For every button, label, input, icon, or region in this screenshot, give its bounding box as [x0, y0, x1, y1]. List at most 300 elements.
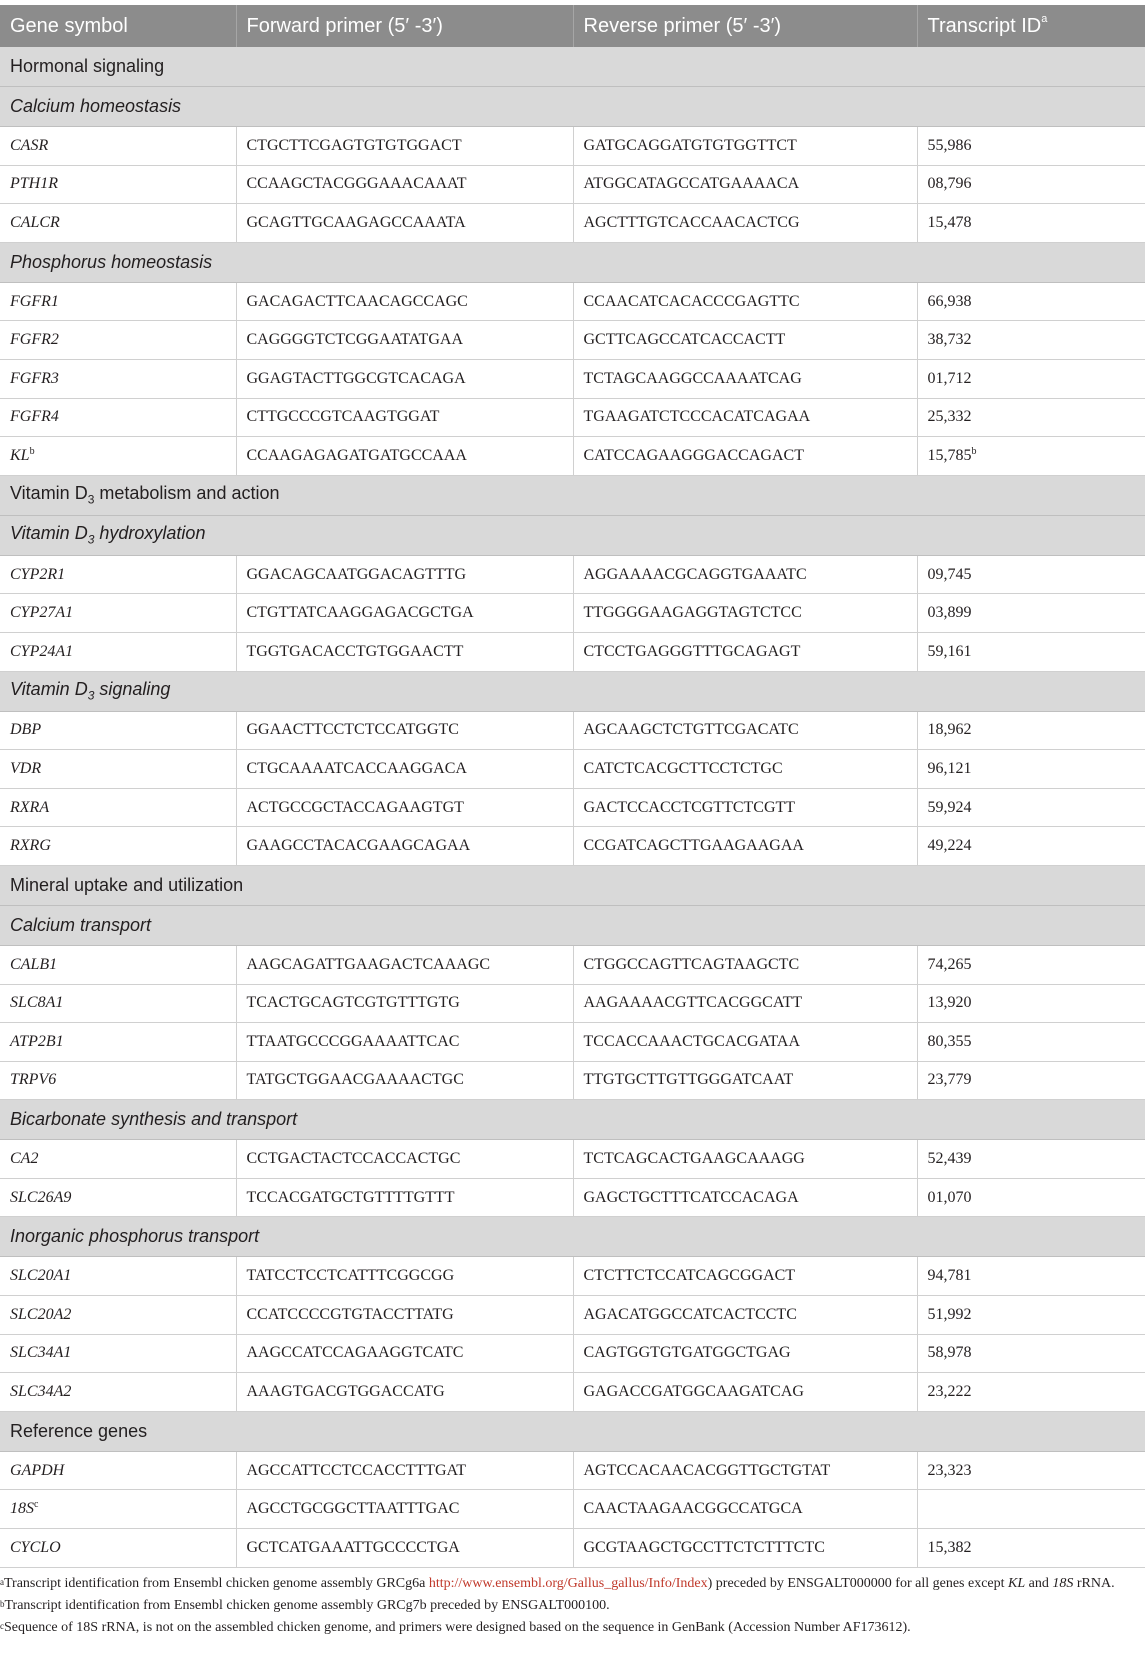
transcript-id-cell — [917, 1334, 1145, 1373]
transcript-id-cell — [917, 750, 1145, 789]
forward-primer-cell — [236, 127, 573, 166]
table-row — [0, 1451, 1145, 1490]
reverse-primer-cell — [573, 1451, 917, 1490]
header-transcript-id-label: Transcript ID — [927, 14, 1042, 37]
forward-primer: TCCACGATGCTGTTTTGTTT — [246, 1188, 455, 1206]
footnote-b-mark: b — [0, 1598, 5, 1609]
transcript-id-cell — [917, 945, 1145, 984]
gene-symbol: SLC34A1 — [10, 1344, 72, 1362]
gene-symbol-cell — [0, 1061, 236, 1100]
table-row — [0, 555, 1145, 594]
table-row — [0, 1140, 1145, 1179]
footnote-a-text-3: and — [1025, 1575, 1053, 1591]
forward-primer: GGACAGCAATGGACAGTTTG — [246, 565, 467, 583]
forward-primer: ACTGCCGCTACCAGAAGTGT — [246, 798, 464, 816]
transcript-id-cell — [917, 1257, 1145, 1296]
reverse-primer: TCCACCAAACTGCACGATAA — [583, 1032, 801, 1050]
footnotes — [0, 1568, 1145, 1638]
table-row — [0, 204, 1145, 243]
transcript-id: 25,332 — [927, 408, 972, 426]
gene-symbol-cell — [0, 1140, 236, 1179]
table-row — [0, 1334, 1145, 1373]
gene-symbol-cell — [0, 1023, 236, 1062]
header-forward-primer — [236, 5, 573, 47]
subsection-heading — [0, 1217, 1145, 1257]
heading-text: Bicarbonate synthesis and transport — [10, 1109, 298, 1130]
subsection-row — [0, 242, 1145, 282]
table-row — [0, 437, 1145, 476]
gene-symbol: TRPV6 — [10, 1071, 57, 1089]
gene-symbol-cell — [0, 165, 236, 204]
reverse-primer-cell — [573, 282, 917, 321]
heading-text: Reference genes — [10, 1420, 148, 1441]
gene-symbol-cell — [0, 711, 236, 750]
heading-text-continued: signaling — [94, 679, 171, 700]
footnote-c-mark: c — [0, 1620, 4, 1631]
gene-symbol: SLC26A9 — [10, 1188, 72, 1206]
gene-symbol: SLC20A2 — [10, 1305, 72, 1323]
forward-primer-cell — [236, 827, 573, 866]
forward-primer: TCACTGCAGTCGTGTTTGTG — [246, 994, 460, 1012]
reverse-primer: GAGACCGATGGCAAGATCAG — [583, 1383, 804, 1401]
transcript-id-cell — [917, 555, 1145, 594]
gene-symbol-footnote-mark: b — [29, 445, 35, 457]
reverse-primer: AGCAAGCTCTGTTCGACATC — [583, 721, 799, 739]
reverse-primer-cell — [573, 204, 917, 243]
reverse-primer-cell — [573, 945, 917, 984]
transcript-id: 15,382 — [927, 1538, 972, 1556]
heading-text: Phosphorus homeostasis — [10, 251, 213, 272]
header-reverse-primer-label: Reverse primer (5′ -3′) — [583, 14, 782, 37]
header-row — [0, 5, 1145, 47]
section-row — [0, 47, 1145, 87]
forward-primer-cell — [236, 282, 573, 321]
transcript-id: 38,732 — [927, 331, 972, 349]
footnote-c — [0, 1618, 1145, 1638]
subsection-row — [0, 1217, 1145, 1257]
subsection-row — [0, 87, 1145, 127]
reverse-primer-cell — [573, 1490, 917, 1529]
heading-subscript: 3 — [87, 533, 95, 548]
transcript-id-cell — [917, 1373, 1145, 1412]
gene-symbol: ATP2B1 — [10, 1032, 64, 1050]
forward-primer: TATGCTGGAACGAAAACTGC — [246, 1071, 464, 1089]
gene-symbol-cell — [0, 632, 236, 671]
gene-symbol: CYCLO — [10, 1538, 61, 1556]
subsection-heading — [0, 87, 1145, 127]
reverse-primer-cell — [573, 594, 917, 633]
transcript-id: 55,986 — [927, 136, 972, 154]
heading-text: Hormonal signaling — [10, 56, 165, 76]
gene-symbol: VDR — [10, 759, 42, 777]
forward-primer: GGAGTACTTGGCGTCACAGA — [246, 369, 466, 387]
gene-symbol: 18S — [10, 1500, 34, 1518]
reverse-primer-cell — [573, 359, 917, 398]
reverse-primer: GCTTCAGCCATCACCACTT — [583, 331, 786, 349]
footnote-a-mark: a — [0, 1576, 4, 1587]
table-row — [0, 321, 1145, 360]
reverse-primer: TTGGGGAAGAGGTAGTCTCC — [583, 604, 802, 622]
forward-primer-cell — [236, 398, 573, 437]
footnote-a-text-2: ) preceded by ENSGALT000000 for all genes except — [707, 1575, 1009, 1591]
gene-symbol: CA2 — [10, 1150, 39, 1168]
transcript-id: 23,779 — [927, 1071, 972, 1089]
section-row — [0, 1411, 1145, 1451]
reverse-primer: AGTCCACAACACGGTTGCTGTAT — [583, 1461, 831, 1479]
gene-symbol: FGFR2 — [10, 331, 59, 349]
reverse-primer: TCTCAGCACTGAAGCAAAGG — [583, 1150, 805, 1168]
transcript-id-cell — [917, 788, 1145, 827]
reverse-primer-cell — [573, 1061, 917, 1100]
gene-symbol: SLC20A1 — [10, 1267, 72, 1285]
forward-primer-cell — [236, 165, 573, 204]
footnote-a-text-4: rRNA. — [1073, 1575, 1115, 1591]
gene-symbol-cell — [0, 204, 236, 243]
table-row — [0, 1023, 1145, 1062]
reverse-primer-cell — [573, 1140, 917, 1179]
gene-symbol: GAPDH — [10, 1461, 65, 1479]
forward-primer-cell — [236, 1451, 573, 1490]
transcript-id-cell — [917, 827, 1145, 866]
transcript-id: 15,478 — [927, 213, 972, 231]
forward-primer-cell — [236, 1373, 573, 1412]
reverse-primer-cell — [573, 1373, 917, 1412]
header-transcript-id — [917, 5, 1145, 47]
transcript-id: 13,920 — [927, 994, 972, 1012]
forward-primer: GAAGCCTACACGAAGCAGAA — [246, 837, 471, 855]
gene-symbol-cell — [0, 984, 236, 1023]
reverse-primer-cell — [573, 1178, 917, 1217]
transcript-id: 01,070 — [927, 1188, 972, 1206]
transcript-id-cell — [917, 1296, 1145, 1335]
reverse-primer: TGAAGATCTCCCACATCAGAA — [583, 408, 811, 426]
forward-primer: GACAGACTTCAACAGCCAGC — [246, 292, 468, 310]
transcript-id-cell — [917, 1490, 1145, 1529]
heading-subscript: 3 — [87, 688, 95, 703]
forward-primer-cell — [236, 1140, 573, 1179]
table-row — [0, 359, 1145, 398]
reverse-primer: CAACTAAGAACGGCCATGCA — [583, 1500, 803, 1518]
reverse-primer-cell — [573, 827, 917, 866]
forward-primer: AAGCCATCCAGAAGGTCATC — [246, 1344, 464, 1362]
gene-symbol-cell — [0, 1529, 236, 1568]
transcript-id-cell — [917, 127, 1145, 166]
section-heading — [0, 1411, 1145, 1451]
reverse-primer: ATGGCATAGCCATGAAAACA — [583, 175, 800, 193]
transcript-id: 18,962 — [927, 721, 972, 739]
transcript-id-cell — [917, 321, 1145, 360]
transcript-id: 58,978 — [927, 1344, 972, 1362]
reverse-primer: AGCTTTGTCACCAACACTCG — [583, 213, 800, 231]
forward-primer: TTAATGCCCGGAAAATTCAC — [246, 1032, 460, 1050]
reverse-primer-cell — [573, 632, 917, 671]
table-row — [0, 945, 1145, 984]
table-row — [0, 1296, 1145, 1335]
gene-symbol-cell — [0, 827, 236, 866]
gene-symbol-cell — [0, 1451, 236, 1490]
reverse-primer: AGACATGGCCATCACTCCTC — [583, 1305, 797, 1323]
forward-primer-cell — [236, 437, 573, 476]
subsection-row — [0, 905, 1145, 945]
forward-primer: TATCCTCCTCATTTCGGCGG — [246, 1267, 455, 1285]
transcript-id-cell — [917, 632, 1145, 671]
table-header — [0, 5, 1145, 47]
subsection-heading — [0, 515, 1145, 555]
forward-primer: AGCCATTCCTCCACCTTTGAT — [246, 1461, 467, 1479]
transcript-id-cell — [917, 204, 1145, 243]
footnote-b — [0, 1596, 1145, 1616]
table-row — [0, 632, 1145, 671]
transcript-id-cell — [917, 1451, 1145, 1490]
forward-primer: CTTGCCCGTCAAGTGGAT — [246, 408, 440, 426]
reverse-primer: AGGAAAACGCAGGTGAAATC — [583, 565, 807, 583]
transcript-id-cell — [917, 437, 1145, 476]
transcript-id-cell — [917, 282, 1145, 321]
reverse-primer-cell — [573, 321, 917, 360]
section-heading — [0, 47, 1145, 87]
forward-primer-cell — [236, 1529, 573, 1568]
footnote-a-text: Transcript identification from Ensembl chicken genome assembly GRCg6a — [4, 1575, 429, 1591]
forward-primer: CCAAGAGAGATGATGCCAAA — [246, 446, 467, 464]
header-gene-symbol — [0, 5, 236, 47]
forward-primer-cell — [236, 711, 573, 750]
gene-symbol: CYP24A1 — [10, 642, 74, 660]
forward-primer: AAGCAGATTGAAGACTCAAAGC — [246, 955, 491, 973]
transcript-id: 74,265 — [927, 955, 972, 973]
gene-symbol: KL — [10, 446, 30, 464]
footnote-a-gene-18s: 18S — [1052, 1575, 1074, 1591]
forward-primer-cell — [236, 1178, 573, 1217]
forward-primer: AAAGTGACGTGGACCATG — [246, 1383, 445, 1401]
table-row — [0, 398, 1145, 437]
gene-symbol-footnote-mark: c — [34, 1499, 39, 1511]
gene-symbol-cell — [0, 437, 236, 476]
heading-text-continued: metabolism and action — [94, 483, 280, 504]
gene-symbol: FGFR3 — [10, 369, 59, 387]
reverse-primer: CCGATCAGCTTGAAGAAGAA — [583, 837, 804, 855]
reverse-primer: CTCCTGAGGGTTTGCAGAGT — [583, 642, 801, 660]
table-row — [0, 1061, 1145, 1100]
reverse-primer: TCTAGCAAGGCCAAAATCAG — [583, 369, 802, 387]
reverse-primer: TTGTGCTTGTTGGGATCAAT — [583, 1071, 794, 1089]
gene-symbol-cell — [0, 321, 236, 360]
subsection-row — [0, 515, 1145, 555]
gene-symbol: CALCR — [10, 213, 60, 231]
table-row — [0, 594, 1145, 633]
reverse-primer-cell — [573, 1334, 917, 1373]
transcript-id-cell — [917, 1529, 1145, 1568]
transcript-id: 51,992 — [927, 1305, 972, 1323]
reverse-primer-cell — [573, 984, 917, 1023]
gene-symbol-cell — [0, 945, 236, 984]
gene-symbol: DBP — [10, 721, 42, 739]
subsection-row — [0, 671, 1145, 711]
reverse-primer: CATCTCACGCTTCCTCTGC — [583, 759, 783, 777]
gene-symbol: FGFR1 — [10, 292, 59, 310]
section-row — [0, 865, 1145, 905]
transcript-id: 08,796 — [927, 175, 972, 193]
reverse-primer-cell — [573, 398, 917, 437]
reverse-primer-cell — [573, 127, 917, 166]
forward-primer: GGAACTTCCTCTCCATGGTC — [246, 721, 459, 739]
transcript-id-cell — [917, 984, 1145, 1023]
forward-primer: CTGCAAAATCACCAAGGACA — [246, 759, 467, 777]
gene-symbol-cell — [0, 282, 236, 321]
transcript-id: 03,899 — [927, 604, 972, 622]
section-heading — [0, 865, 1145, 905]
gene-symbol: FGFR4 — [10, 408, 59, 426]
gene-symbol: SLC8A1 — [10, 994, 64, 1012]
subsection-heading — [0, 671, 1145, 711]
transcript-id-cell — [917, 711, 1145, 750]
forward-primer: AGCCTGCGGCTTAATTTGAC — [246, 1500, 460, 1518]
reverse-primer: AAGAAAACGTTCACGGCATT — [583, 994, 803, 1012]
forward-primer: CAGGGGTCTCGGAATATGAA — [246, 331, 463, 349]
header-reverse-primer — [573, 5, 917, 47]
transcript-id: 23,323 — [927, 1461, 972, 1479]
table-row — [0, 1529, 1145, 1568]
reverse-primer-cell — [573, 1023, 917, 1062]
reverse-primer: CATCCAGAAGGGACCAGACT — [583, 446, 804, 464]
forward-primer-cell — [236, 1334, 573, 1373]
gene-symbol: CALB1 — [10, 955, 58, 973]
transcript-id-cell — [917, 1140, 1145, 1179]
forward-primer: CCAAGCTACGGGAAACAAAT — [246, 175, 467, 193]
gene-symbol-cell — [0, 127, 236, 166]
gene-symbol-cell — [0, 788, 236, 827]
table-row — [0, 1178, 1145, 1217]
gene-symbol: CASR — [10, 136, 49, 154]
forward-primer-cell — [236, 1061, 573, 1100]
reverse-primer: GCGTAAGCTGCCTTCTCTTTCTC — [583, 1538, 825, 1556]
reverse-primer: CTGGCCAGTTCAGTAAGCTC — [583, 955, 800, 973]
forward-primer-cell — [236, 632, 573, 671]
gene-symbol: CYP27A1 — [10, 604, 74, 622]
transcript-id-footnote-mark: b — [971, 445, 977, 457]
transcript-id-cell — [917, 398, 1145, 437]
reverse-primer-cell — [573, 711, 917, 750]
heading-text: Calcium homeostasis — [10, 96, 182, 116]
gene-symbol-cell — [0, 398, 236, 437]
forward-primer: CTGTTATCAAGGAGACGCTGA — [246, 604, 474, 622]
gene-symbol: RXRG — [10, 837, 51, 855]
gene-symbol-cell — [0, 1178, 236, 1217]
forward-primer-cell — [236, 359, 573, 398]
table-row — [0, 984, 1145, 1023]
forward-primer-cell — [236, 1490, 573, 1529]
forward-primer-cell — [236, 750, 573, 789]
subsection-heading — [0, 242, 1145, 282]
heading-text: Vitamin D — [10, 679, 88, 700]
transcript-id-cell — [917, 1061, 1145, 1100]
heading-text: Mineral uptake and utilization — [10, 874, 244, 895]
subsection-heading — [0, 1100, 1145, 1140]
forward-primer: GCTCATGAAATTGCCCCTGA — [246, 1538, 460, 1556]
gene-symbol-cell — [0, 750, 236, 789]
forward-primer-cell — [236, 321, 573, 360]
table-row — [0, 750, 1145, 789]
gene-symbol: RXRA — [10, 798, 50, 816]
subsection-row — [0, 1100, 1145, 1140]
transcript-id: 15,785 — [927, 446, 972, 464]
table-row — [0, 827, 1145, 866]
table-row — [0, 127, 1145, 166]
gene-symbol-cell — [0, 594, 236, 633]
transcript-id: 80,355 — [927, 1032, 972, 1050]
forward-primer-cell — [236, 788, 573, 827]
section-heading — [0, 475, 1145, 515]
forward-primer-cell — [236, 945, 573, 984]
reverse-primer-cell — [573, 1257, 917, 1296]
section-row — [0, 475, 1145, 515]
reverse-primer-cell — [573, 1529, 917, 1568]
forward-primer-cell — [236, 555, 573, 594]
transcript-id-cell — [917, 594, 1145, 633]
transcript-id: 96,121 — [927, 759, 972, 777]
transcript-id: 23,222 — [927, 1383, 972, 1401]
reverse-primer-cell — [573, 788, 917, 827]
gene-symbol-cell — [0, 1257, 236, 1296]
primer-table — [0, 5, 1145, 1568]
footnote-c-text: Sequence of 18S rRNA, is not on the assembled chicken genome, and primers were designed based on the sequence in GenBank (Accession Number AF173612). — [4, 1619, 911, 1635]
gene-symbol-cell — [0, 1373, 236, 1412]
heading-subscript: 3 — [87, 493, 95, 508]
table-row — [0, 1490, 1145, 1529]
gene-symbol-cell — [0, 1296, 236, 1335]
gene-symbol-cell — [0, 1490, 236, 1529]
reverse-primer-cell — [573, 165, 917, 204]
heading-text: Vitamin D — [10, 483, 88, 504]
table-row — [0, 788, 1145, 827]
reverse-primer-cell — [573, 555, 917, 594]
transcript-id-cell — [917, 1023, 1145, 1062]
footnote-a-gene-kl: KL — [1008, 1575, 1026, 1591]
heading-text: Inorganic phosphorus transport — [10, 1226, 260, 1247]
transcript-id-cell — [917, 359, 1145, 398]
transcript-id: 59,924 — [927, 798, 972, 816]
gene-symbol-cell — [0, 1334, 236, 1373]
transcript-id: 09,745 — [927, 565, 972, 583]
table-row — [0, 282, 1145, 321]
forward-primer: CTGCTTCGAGTGTGTGGACT — [246, 136, 462, 154]
transcript-id: 52,439 — [927, 1150, 972, 1168]
table-row — [0, 1373, 1145, 1412]
gene-symbol: CYP2R1 — [10, 565, 66, 583]
reverse-primer: GACTCCACCTCGTTCTCGTT — [583, 798, 796, 816]
forward-primer: GCAGTTGCAAGAGCCAAATA — [246, 213, 466, 231]
forward-primer-cell — [236, 594, 573, 633]
transcript-id: 59,161 — [927, 642, 972, 660]
transcript-id-cell — [917, 1178, 1145, 1217]
forward-primer-cell — [236, 204, 573, 243]
gene-symbol: PTH1R — [10, 175, 58, 193]
table-row — [0, 711, 1145, 750]
forward-primer: CCTGACTACTCCACCACTGC — [246, 1150, 461, 1168]
footnote-b-text: Transcript identification from Ensembl chicken genome assembly GRCg7b preceded by ENSGALT000100. — [4, 1597, 610, 1613]
forward-primer-cell — [236, 1023, 573, 1062]
reverse-primer-cell — [573, 1296, 917, 1335]
header-forward-primer-label: Forward primer (5′ -3′) — [246, 14, 443, 37]
gene-symbol-cell — [0, 555, 236, 594]
reverse-primer-cell — [573, 750, 917, 789]
gene-symbol: SLC34A2 — [10, 1383, 72, 1401]
transcript-id: 66,938 — [927, 292, 972, 310]
reverse-primer: CAGTGGTGTGATGGCTGAG — [583, 1344, 791, 1362]
forward-primer-cell — [236, 984, 573, 1023]
table-row — [0, 1257, 1145, 1296]
ensembl-link[interactable]: http://www.ensembl.org/Gallus_gallus/Info/Index — [428, 1575, 708, 1591]
forward-primer-cell — [236, 1257, 573, 1296]
